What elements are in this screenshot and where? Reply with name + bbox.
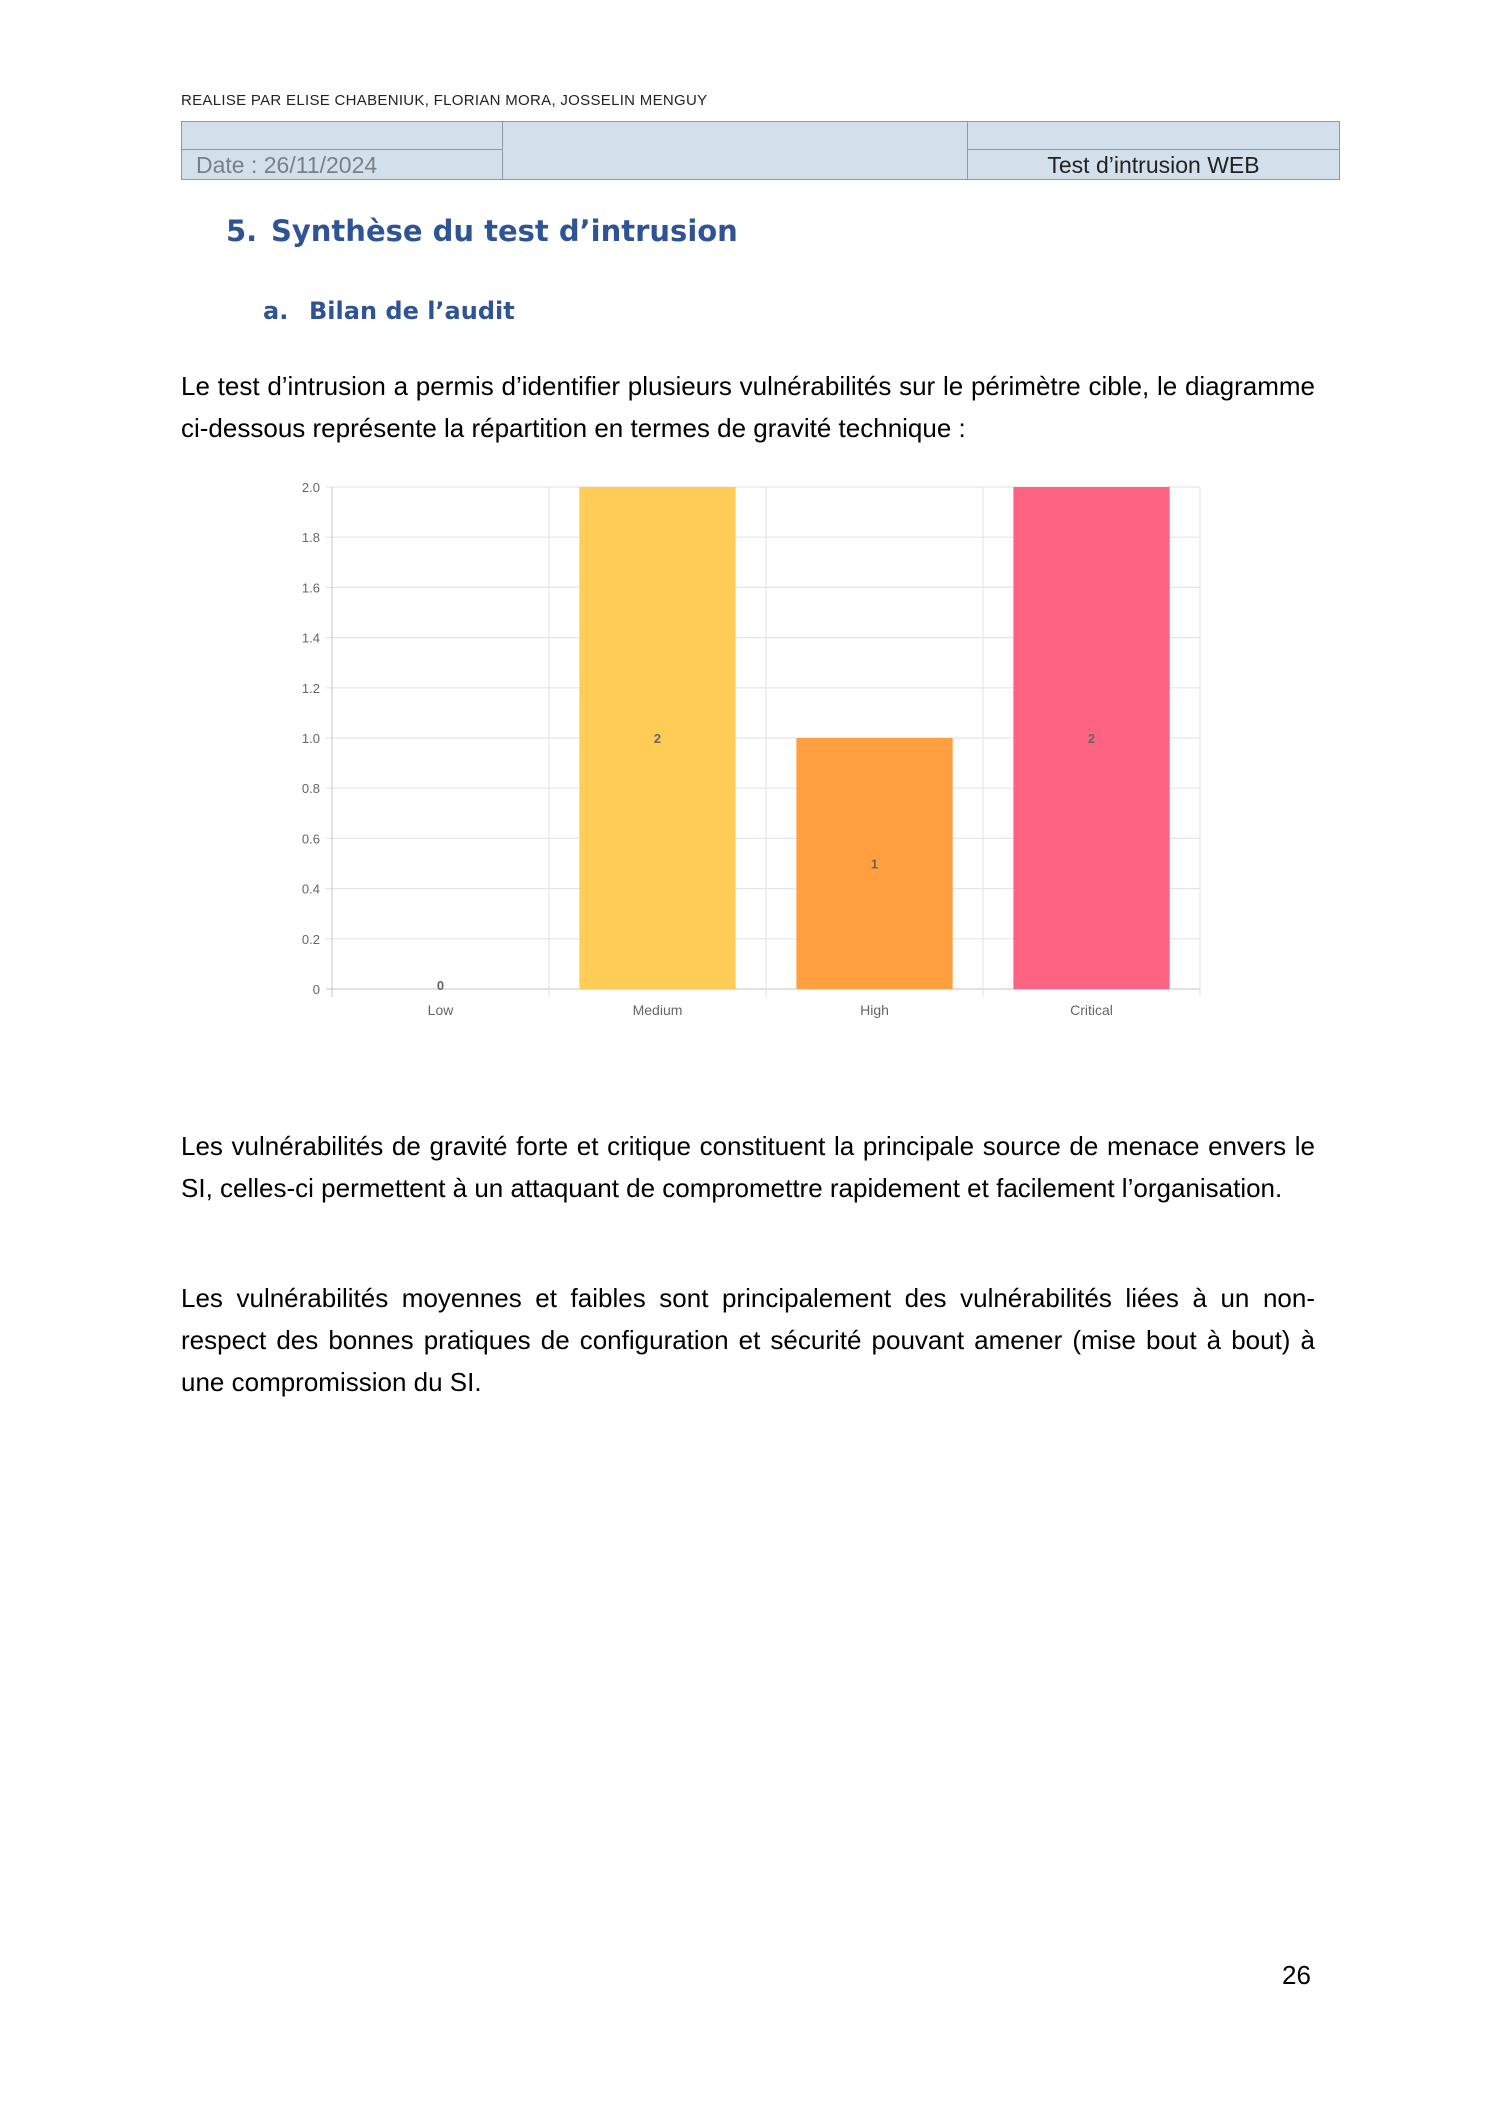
x-tick-label: Low: [427, 1002, 454, 1018]
y-tick-label: 0.2: [301, 931, 320, 947]
x-tick-label: Medium: [632, 1002, 683, 1018]
y-tick-label: 0.4: [301, 881, 320, 897]
severity-bar-chart: [270, 475, 1210, 1035]
section-heading: [226, 214, 738, 248]
y-tick-label: 0.6: [301, 831, 320, 847]
data-label: 1: [870, 856, 879, 872]
y-tick-label: 1.0: [301, 731, 320, 746]
header-cell-middle: [503, 122, 968, 180]
intro-paragraph: Le test d’intrusion a permis d’identifier plusieurs vulnérabilités sur le périmètre cible, le diagramme ci-dessous représente la répartition en termes de gravité technique :: [181, 371, 1315, 443]
section-number: 5.: [226, 214, 258, 248]
subsection-number: a.: [263, 297, 289, 325]
page-number: 26: [1282, 1960, 1311, 1990]
y-tick-label: 1.8: [301, 530, 320, 546]
y-tick-label: 2.0: [301, 480, 320, 495]
y-tick-label: 1.6: [301, 580, 320, 596]
section-title: Synthèse du test d’intrusion: [271, 214, 738, 248]
x-tick-label: Critical: [1070, 1002, 1113, 1018]
subsection-heading: [263, 297, 515, 325]
header-table: [181, 121, 1340, 180]
threat-paragraph: Les vulnérabilités de gravité forte et critique constituent la principale source de menace envers le SI, celles-ci permettent à un attaquant de compromettre rapidement et facilement l’organisation.: [181, 1131, 1315, 1203]
header-date: Date : 26/11/2024: [182, 150, 503, 180]
y-tick-label: 1.4: [301, 630, 320, 646]
report-authors: REALISE PAR ELISE CHABENIUK, FLORIAN MORA, JOSSELIN MENGUY: [181, 92, 708, 109]
data-label: 2: [653, 731, 662, 746]
header-cell: [182, 122, 503, 150]
data-label: 0: [436, 978, 445, 993]
data-label: 2: [1087, 731, 1096, 746]
y-tick-label: 0.8: [301, 781, 320, 797]
y-tick-label: 1.2: [301, 680, 320, 696]
x-tick-label: High: [860, 1002, 889, 1018]
header-doc-title: Test d’intrusion WEB: [968, 150, 1340, 180]
best-practices-paragraph: Les vulnérabilités moyennes et faibles sont principalement des vulnérabilités liées à un non-respect des bonnes pratiques de configuration et sécurité pouvant amener (mise bout à bout) à une compromission du SI.: [181, 1283, 1315, 1397]
subsection-title: Bilan de l’audit: [309, 297, 515, 325]
header-cell: [968, 122, 1340, 150]
y-tick-label: 0: [312, 982, 320, 997]
